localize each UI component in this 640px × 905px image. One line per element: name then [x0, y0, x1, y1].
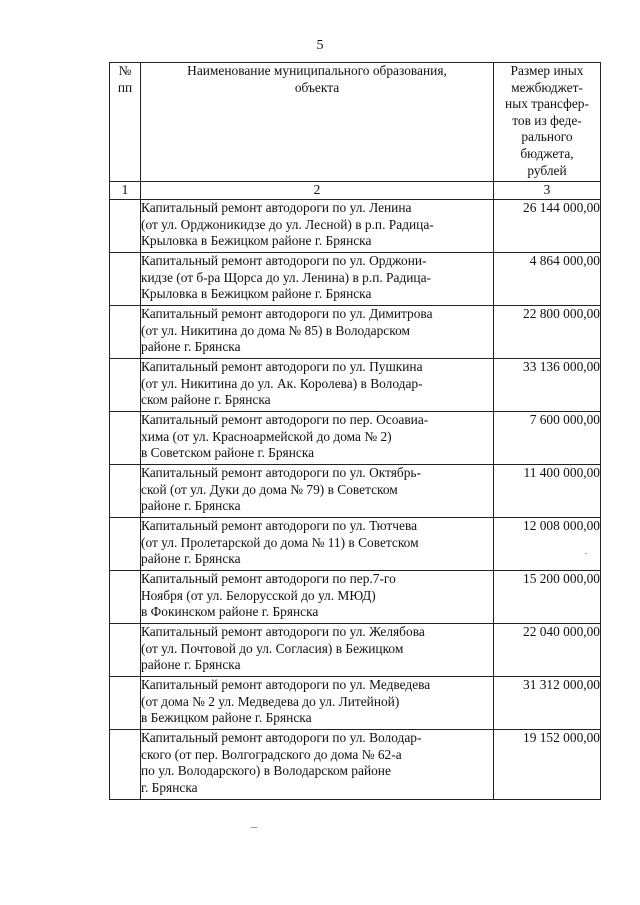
header-name-label: Наименование муниципального образования, объекта: [187, 63, 447, 95]
header-amount-label: Размер иных межбюджет- ных трансфер- тов из феде- рального бюджета, рублей: [505, 63, 589, 178]
table-row: [110, 359, 601, 412]
column-number: 1: [110, 182, 141, 200]
table-row: [110, 253, 601, 306]
scan-speck: [251, 827, 257, 828]
row-amount-cell: 19 152 000,00: [494, 730, 601, 800]
row-amount-cell: 15 200 000,00: [494, 571, 601, 624]
row-name-cell: Капитальный ремонт автодороги по ул. Володар- ского (от пер. Волгоградского до дома № 62-а по ул. Володарского) в Володарском районе г. Брянска: [141, 730, 494, 800]
row-number-cell: [110, 677, 141, 730]
table-row: [110, 306, 601, 359]
row-name-cell: Капитальный ремонт автодороги по ул. Тютчева (от ул. Пролетарской до дома № 11) в Советском районе г. Брянска: [141, 518, 494, 571]
header-amount: [494, 63, 601, 182]
header-name: [141, 63, 494, 182]
row-name-cell: Капитальный ремонт автодороги по ул. Ленина (от ул. Орджоникидзе до ул. Лесной) в р.п. Радица- Крыловка в Бежицком районе г. Брянска: [141, 200, 494, 253]
table-row: [110, 518, 601, 571]
table-row: [110, 571, 601, 624]
row-amount-cell: 31 312 000,00: [494, 677, 601, 730]
row-name-cell: Капитальный ремонт автодороги по ул. Орджони- кидзе (от б-ра Щорса до ул. Ленина) в р.п. Радица- Крыловка в Бежицком районе г. Брянска: [141, 253, 494, 306]
column-number: 3: [494, 182, 601, 200]
row-number-cell: [110, 624, 141, 677]
row-number-cell: [110, 571, 141, 624]
row-number-cell: [110, 465, 141, 518]
row-number-cell: [110, 730, 141, 800]
row-name-cell: Капитальный ремонт автодороги по ул. Желябова (от ул. Почтовой до ул. Согласия) в Бежицком районе г. Брянска: [141, 624, 494, 677]
row-number-cell: [110, 518, 141, 571]
table-row: [110, 677, 601, 730]
scan-speck: [585, 553, 587, 554]
table-row: [110, 412, 601, 465]
table-header-row: [110, 63, 601, 182]
row-amount-cell: 22 040 000,00: [494, 624, 601, 677]
table-row: [110, 624, 601, 677]
row-amount-cell: 33 136 000,00: [494, 359, 601, 412]
header-number: [110, 63, 141, 182]
row-name-cell: Капитальный ремонт автодороги по ул. Октябрь- ской (от ул. Дуки до дома № 79) в Советском районе г. Брянска: [141, 465, 494, 518]
column-number-row: [110, 182, 601, 200]
row-number-cell: [110, 253, 141, 306]
row-number-cell: [110, 306, 141, 359]
table-row: [110, 465, 601, 518]
row-number-cell: [110, 200, 141, 253]
table-row: [110, 200, 601, 253]
row-name-cell: Капитальный ремонт автодороги по ул. Димитрова (от ул. Никитина до дома № 85) в Володарском районе г. Брянска: [141, 306, 494, 359]
row-amount-cell: 26 144 000,00: [494, 200, 601, 253]
table-body: [110, 200, 601, 800]
row-name-cell: Капитальный ремонт автодороги по ул. Пушкина (от ул. Никитина до ул. Ак. Королева) в Володар- ском районе г. Брянска: [141, 359, 494, 412]
row-amount-cell: 22 800 000,00: [494, 306, 601, 359]
row-amount-cell: 11 400 000,00: [494, 465, 601, 518]
page-number: 5: [316, 38, 324, 53]
row-amount-cell: 12 008 000,00: [494, 518, 601, 571]
row-number-cell: [110, 359, 141, 412]
row-name-cell: Капитальный ремонт автодороги по ул. Медведева (от дома № 2 ул. Медведева до ул. Литейной) в Бежицком районе г. Брянска: [141, 677, 494, 730]
row-amount-cell: 7 600 000,00: [494, 412, 601, 465]
row-name-cell: Капитальный ремонт автодороги по пер.7-го Ноября (от ул. Белорусской до ул. МЮД) в Фокинском районе г. Брянска: [141, 571, 494, 624]
table-row: [110, 730, 601, 800]
header-number-label: № пп: [117, 63, 133, 95]
row-amount-cell: 4 864 000,00: [494, 253, 601, 306]
row-name-cell: Капитальный ремонт автодороги по пер. Осоавиа- хима (от ул. Красноармейской до дома № 2) в Советском районе г. Брянска: [141, 412, 494, 465]
column-number: 2: [141, 182, 494, 200]
transfers-table: [109, 62, 601, 800]
row-number-cell: [110, 412, 141, 465]
